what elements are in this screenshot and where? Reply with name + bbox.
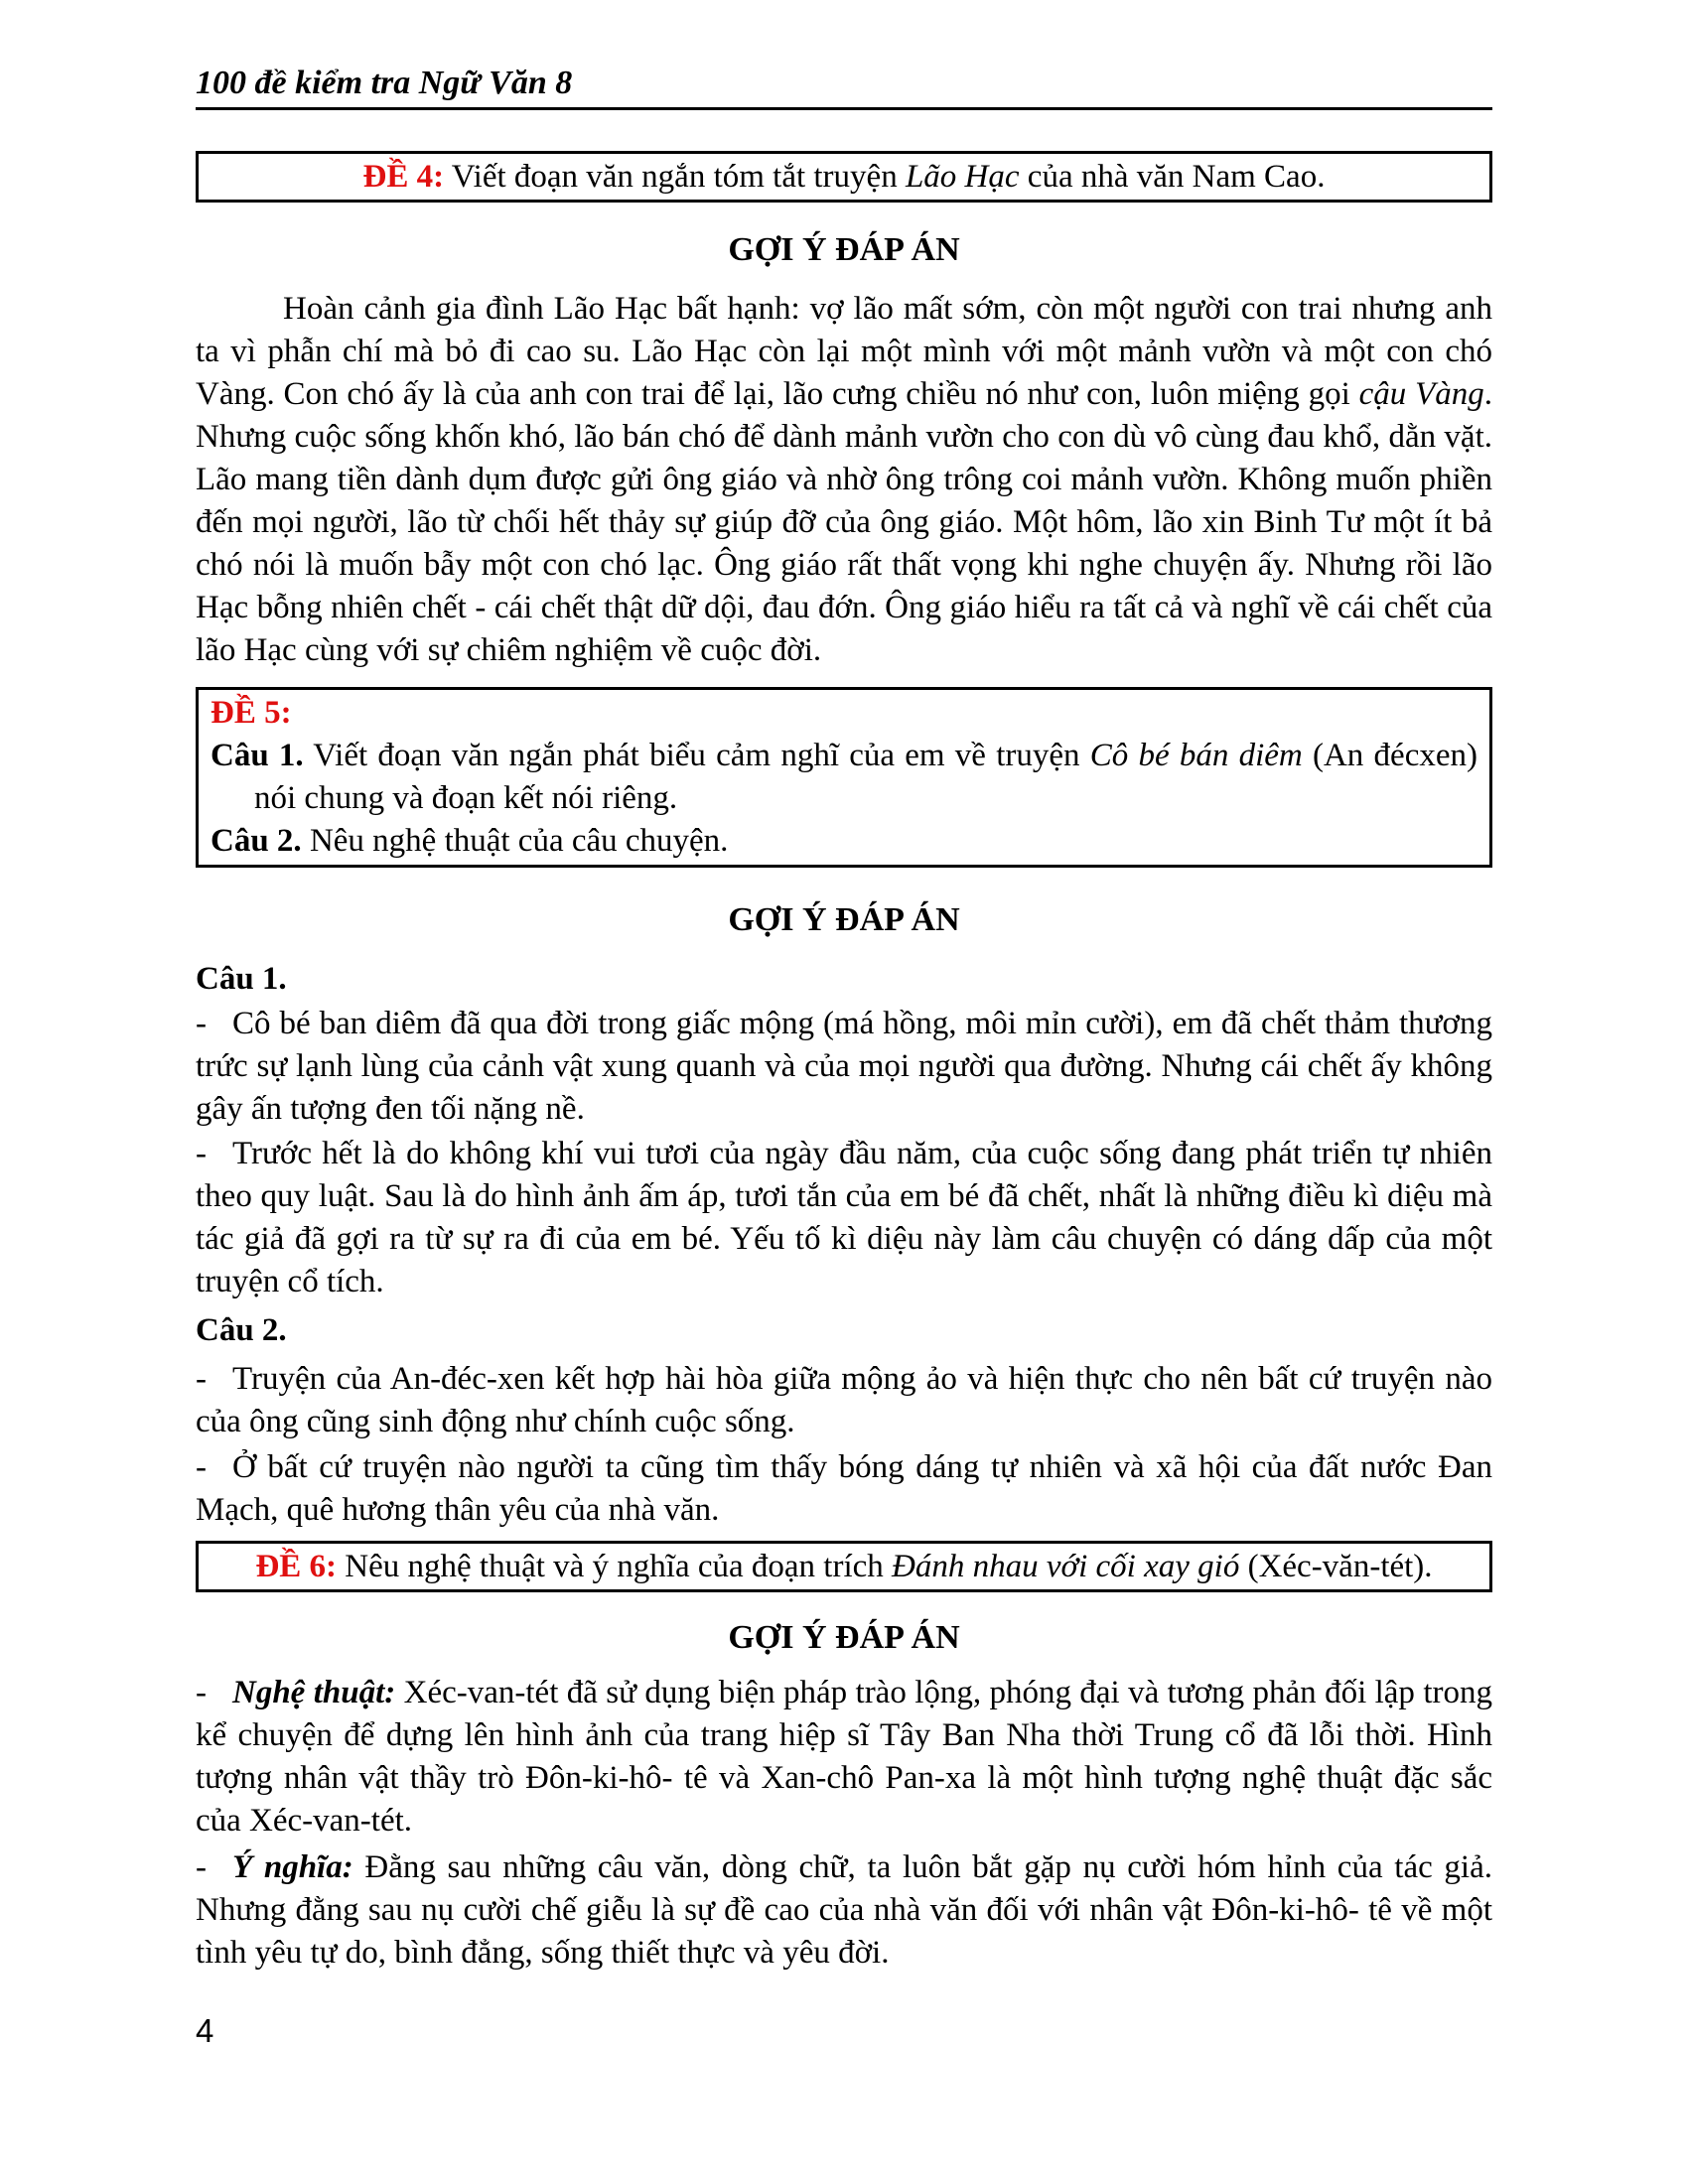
de5-question-2-label: Câu 2. [211,823,302,859]
de4-label: ĐỀ 4: [362,159,445,195]
y-nghia-lead: Ý nghĩa: [232,1849,353,1885]
de4-prompt-text: Viết đoạn văn ngắn tóm tắt truyện [444,159,906,195]
page-number: 4 [196,2012,214,2049]
bullet-dash: - [196,1361,207,1397]
de4-answer-text-end: . Nhưng cuộc sống khốn khó, lão bán chó để dành mảnh vườn cho con dù vô cùng đau khổ, dằn vặt. Lão mang tiền dành dụm được gửi ông giáo và nhờ ông trông coi mảnh vườn. Không muốn phiền đến mọi người, lão từ chối hết thảy sự giúp đỡ của ông giáo. Một hôm, lão xin Binh Tư một ít bả chó nói là muốn bẫy một con chó lạc. Ông giáo rất thất vọng khi nghe chuyện ấy. Nhưng rồi lão Hạc bỗng nhiên chết - cái chết thật dữ dội, đau đớn. Ông giáo hiểu ra tất cả và nghĩ về cái chết của lão Hạc cùng với sự chiêm nghiệm về cuộc đời. [196,376,1492,668]
cau2-bullet-2 [196,1446,1492,1532]
de4-prompt-text-end: của nhà văn Nam Cao. [1019,159,1326,195]
de6-prompt-text-end: (Xéc-văn-tét). [1239,1549,1433,1584]
de5-question-2-text: Nêu nghệ thuật của câu chuyện. [301,823,729,859]
de6-bullet-nghe-thuat [196,1672,1492,1843]
de6-prompt-text: Nêu nghệ thuật và ý nghĩa của đoạn trích [337,1549,893,1584]
y-nghia-text: Đằng sau những câu văn, dòng chữ, ta luôn bắt gặp nụ cười hóm hỉnh của tác giả. Nhưng đằng sau nụ cười chế giễu là sự đề cao của nhà văn đối với nhân vật Đôn-ki-hô- tê về một tình yêu tự do, bình đẳng, sống thiết thực và yêu đời. [196,1849,1492,1971]
nghe-thuat-lead: Nghệ thuật: [232,1675,396,1710]
de5-label-line [211,692,1477,735]
de5-prompt-box [196,687,1492,868]
cau1-bullet-1-text: Cô bé ban diêm đã qua đời trong giấc mộng (má hồng, môi mỉn cười), em đã chết thảm thương trức sự lạnh lùng của cảnh vật xung quanh và của mọi người qua đường. Nhưng cái chết ấy không gây ấn tượng đen tối nặng nề. [196,1006,1492,1127]
de6-bullet-y-nghia [196,1846,1492,1975]
cau1-bullet-2 [196,1133,1492,1303]
bullet-dash: - [196,1849,207,1885]
nghe-thuat-text: Xéc-van-tét đã sử dụng biện pháp trào lộng, phóng đại và tương phản đối lập trong kể chuyện để dựng lên hình ảnh của trang hiệp sĩ Tây Ban Nha thời Trung cổ đã lỗi thời. Hình tượng nhân vật thầy trò Đôn-ki-hô- tê và Xan-chô Pan-xa là một hình tượng nghệ thuật đặc sắc của Xéc-van-tét. [196,1675,1492,1839]
de4-answer-text: Hoàn cảnh gia đình Lão Hạc bất hạnh: vợ lão mất sớm, còn một người con trai nhưng anh ta vì phẫn chí mà bỏ đi cao su. Lão Hạc còn lại một mình với một mảnh vườn và một con chó Vàng. Con chó ấy là của anh con trai để lại, lão cưng chiều nó như con, luôn miệng gọi [196,291,1492,412]
de6-prompt-title-italic: Đánh nhau với cối xay gió [892,1549,1240,1584]
de4-prompt-box [196,151,1492,203]
de5-question-1-title-italic: Cô bé bán diêm [1089,738,1303,773]
bullet-dash: - [196,1449,207,1485]
bullet-dash: - [196,1136,207,1171]
cau2-bullet-1 [196,1358,1492,1443]
de5-question-1-label: Câu 1. [211,738,304,773]
answer-key-heading-1: GỢI Ý ĐÁP ÁN [728,231,960,268]
de5-question-1-text: Viết đoạn văn ngắn phát biểu cảm nghĩ của em về truyện [303,738,1090,773]
answer-cau2-heading: Câu 2. [196,1312,287,1348]
cau2-bullet-1-text: Truyện của An-đéc-xen kết hợp hài hòa giữa mộng ảo và hiện thực cho nên bất cứ truyện nào của ông cũng sinh động như chính cuộc sống. [196,1361,1492,1439]
de5-question-2 [211,820,1477,863]
header-title: 100 đề kiểm tra Ngữ Văn 8 [196,65,573,101]
de5-question-1 [211,735,1477,820]
de6-label: ĐỀ 6: [255,1549,338,1584]
de5-question-1-text-end: (An đécxen) nói chung và đoạn kết nói riêng. [254,738,1477,816]
de5-label: ĐỀ 5: [211,695,292,731]
de4-prompt-title-italic: Lão Hạc [905,159,1020,195]
answer-key-heading-2: GỢI Ý ĐÁP ÁN [728,901,960,938]
bullet-dash: - [196,1675,207,1710]
de6-prompt-box [196,1541,1492,1592]
bullet-dash: - [196,1006,207,1041]
running-header [196,62,1492,110]
answer-key-heading-3: GỢI Ý ĐÁP ÁN [728,1619,960,1656]
cau1-bullet-1 [196,1003,1492,1131]
cau1-bullet-2-text: Trước hết là do không khí vui tươi của ngày đầu năm, của cuộc sống đang phát triển tự nhiên theo quy luật. Sau là do hình ảnh ấm áp, tươi tắn của em bé đã chết, nhất là những điều kì diệu mà tác giả đã gợi ra từ sự ra đi của em bé. Yếu tố kì diệu này làm câu chuyện có dáng dấp của một truyện cổ tích. [196,1136,1492,1299]
answer-cau1-heading: Câu 1. [196,961,287,997]
de4-answer-italic: cậu Vàng [1358,376,1484,412]
cau2-bullet-2-text: Ở bất cứ truyện nào người ta cũng tìm thấy bóng dáng tự nhiên và xã hội của đất nước Đan Mạch, quê hương thân yêu của nhà văn. [196,1449,1492,1528]
de4-answer-paragraph [196,288,1492,672]
